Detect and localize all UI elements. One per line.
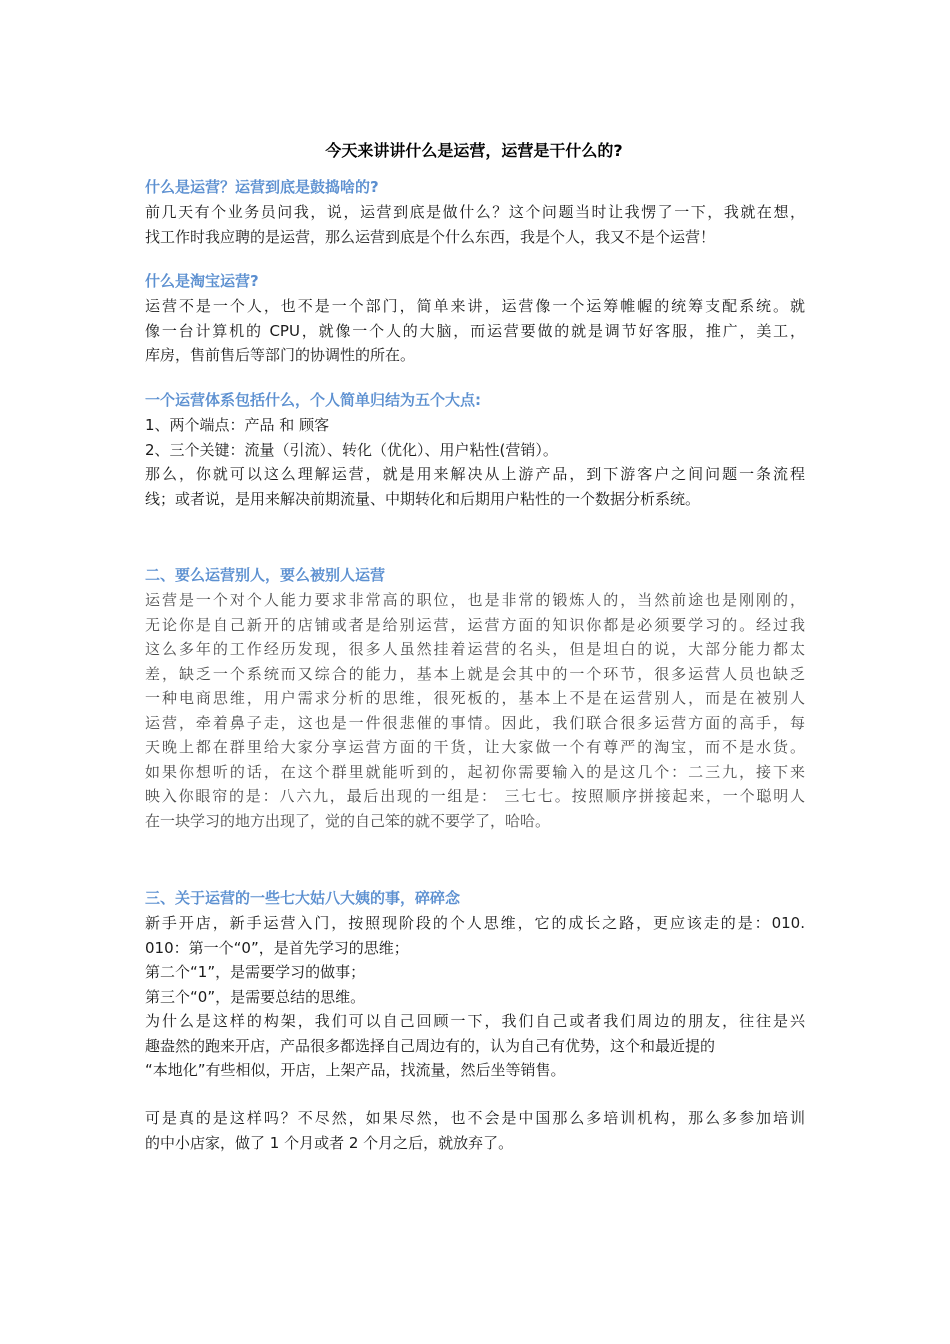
paragraph-line: 线；或者说，是用来解决前期流量、中期转化和后期用户粘性的一个数据分析系统。 [145, 489, 701, 508]
paragraph-line: 前几天有个业务员问我，说，运营到底是做什么？这个问题当时让我愣了一下，我就在想， [145, 203, 805, 221]
section-heading-miscellaneous: 三、关于运营的一些七大姑八大姨的事，碎碎念 [145, 889, 461, 907]
section-heading-operation-system: 一个运营体系包括什么，个人简单归结为五个大点: [145, 391, 482, 409]
paragraph-line: 第二个“1”，是需要学习的做事； [145, 963, 366, 981]
section-heading-what-is-operation: 什么是运营？运营到底是鼓捣啥的? [145, 178, 379, 196]
paragraph-line: 为什么是这样的构架，我们可以自己回顾一下，我们自己或者我们周边的朋友，往往是兴 [145, 1012, 805, 1030]
paragraph-line: 第三个“0”，是需要总结的思维。 [145, 987, 366, 1006]
paragraph-line: 新手开店，新手运营入门，按照现阶段的个人思维，它的成长之路，更应该走的是：010. [145, 914, 805, 932]
paragraph-line: 天晚上都在群里给大家分享运营方面的干货，让大家做一个有尊严的淘宝，而不是水货。 [145, 738, 805, 756]
paragraph-line: 那么，你就可以这么理解运营，就是用来解决从上游产品，到下游客户之间问题一条流程 [145, 465, 805, 483]
paragraph-line: 映入你眼帘的是：八六九，最后出现的一组是： 三七七。按照顺序拼接起来，一个聪明人 [145, 787, 805, 805]
paragraph-line: 010：第一个“0”，是首先学习的思维； [145, 938, 409, 957]
paragraph-line: 这么多年的工作经历发现，很多人虽然挂着运营的名头，但是坦白的说，大部分能力都太 [145, 640, 805, 658]
paragraph-line: 在一块学习的地方出现了，觉的自己笨的就不要学了，哈哈。 [145, 811, 551, 830]
section-body-what-is-operation [145, 200, 805, 249]
paragraph-line: 如果你想听的话，在这个群里就能听到的，起初你需要输入的是这几个：二三九，接下来 [145, 762, 805, 781]
paragraph-line: 运营，牵着鼻子走，这也是一件很悲催的事情。因此，我们联合很多运营方面的高手，每 [145, 713, 805, 732]
paragraph-line: 差，缺乏一个系统而又综合的能力，基本上就是会其中的一个环节，很多运营人员也缺乏 [145, 664, 805, 683]
paragraph-line: “本地化”有些相似，开店，上架产品，找流量，然后坐等销售。 [145, 1061, 566, 1079]
paragraph-line: 运营不是一个人，也不是一个部门，简单来讲，运营像一个运筹帷幄的统筹支配系统。就 [145, 297, 805, 315]
paragraph-line: 可是真的是这样吗？不尽然，如果尽然，也不会是中国那么多培训机构，那么多参加培训 [145, 1109, 805, 1127]
paragraph-line: 运营是一个对个人能力要求非常高的职位，也是非常的锻炼人的，当然前途也是刚刚的， [145, 591, 805, 609]
document-title: 今天来讲讲什么是运营，运营是干什么的? [325, 141, 623, 160]
list-item: 2、三个关键：流量（引流）、转化（优化）、用户粘性(营销）。 [145, 440, 558, 459]
section-body-operate-others [145, 588, 805, 833]
paragraph-line: 找工作时我应聘的是运营，那么运营到底是个什么东西，我是个人，我又不是个运营！ [145, 227, 716, 246]
section-body-miscellaneous [145, 911, 805, 1083]
closing-paragraph [145, 1106, 805, 1155]
paragraph-line: 库房，售前售后等部门的协调性的所在。 [145, 346, 416, 364]
paragraph-line: 趣盎然的跑来开店，产品很多都选择自己周边有的，认为自己有优势，这个和最近提的 [145, 1036, 716, 1055]
section-body-taobao-operation [145, 294, 805, 368]
paragraph-line: 的中小店家，做了 1 个月或者 2 个月之后，就放弃了。 [145, 1133, 514, 1152]
paragraph-line: 一种电商思维，用户需求分析的思维，很死板的，基本上不是在运营别人，而是在被别人 [145, 689, 805, 707]
section-heading-operate-others: 二、要么运营别人，要么被别人运营 [145, 566, 386, 584]
section-heading-taobao-operation: 什么是淘宝运营? [145, 272, 259, 290]
paragraph-line: 像一台计算机的 CPU，就像一个人的大脑，而运营要做的就是调节好客服，推广，美工， [145, 321, 805, 340]
list-item: 1、两个端点：产品 和 顾客 [145, 416, 330, 434]
section-body-operation-system [145, 413, 805, 511]
paragraph-line: 无论你是自己新开的店铺或者是给别运营，运营方面的知识你都是必须要学习的。经过我 [145, 615, 805, 634]
